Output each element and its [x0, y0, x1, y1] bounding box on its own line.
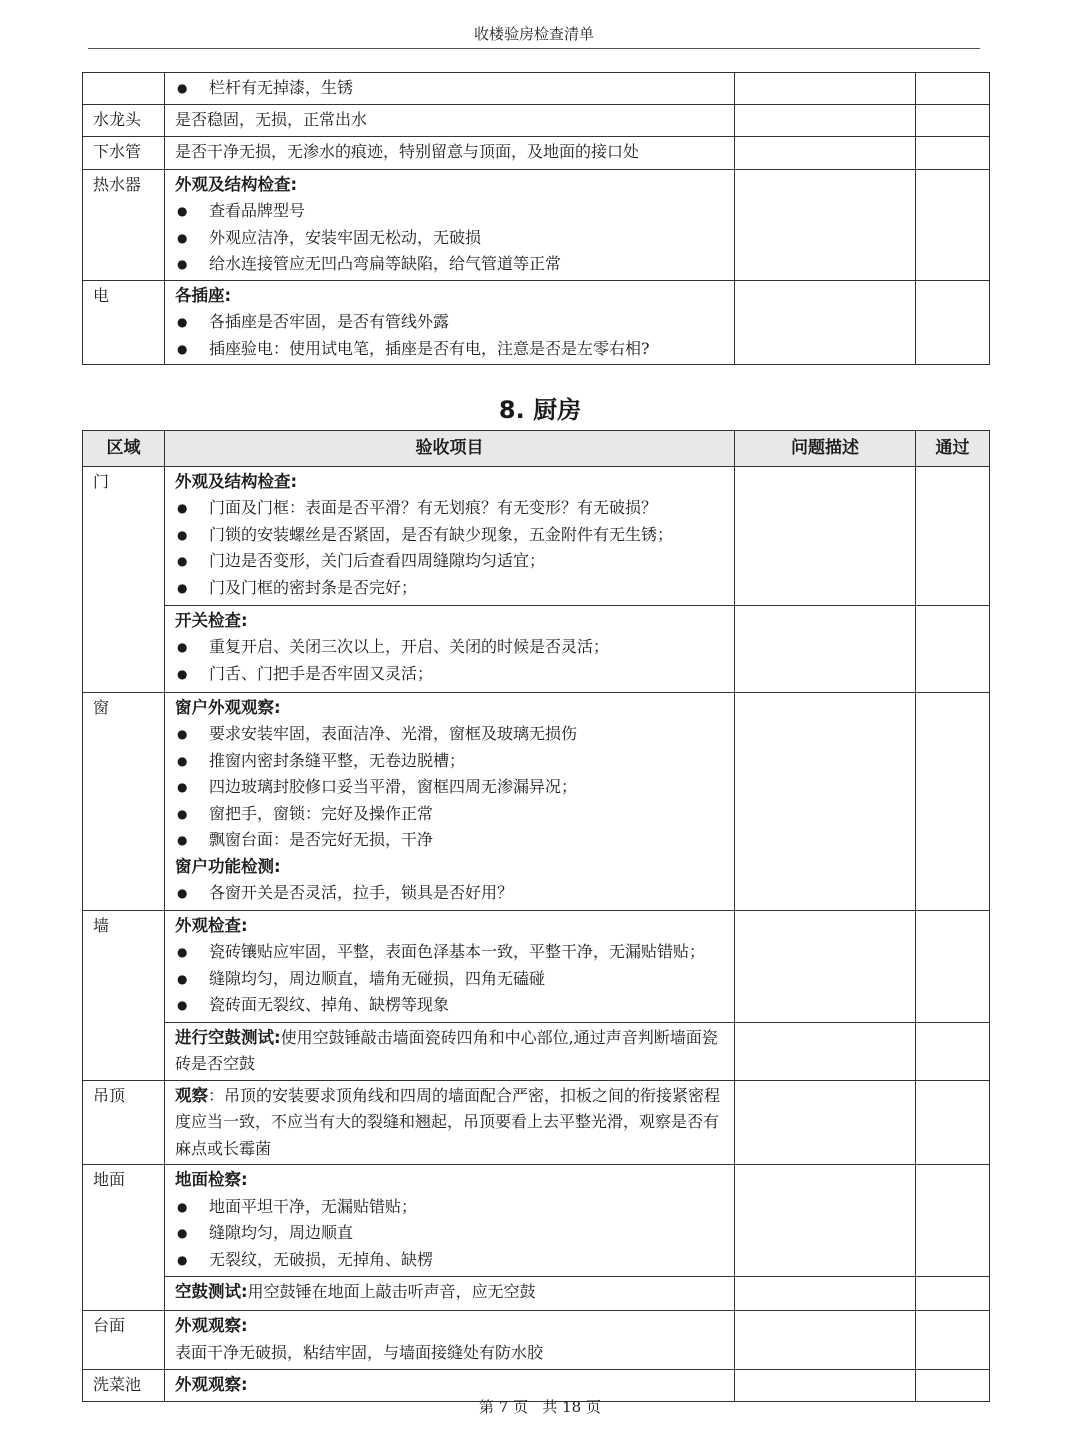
item-cell [165, 1080, 735, 1165]
list-item: ● 门舌、门把手是否牢固又灵活； [175, 661, 726, 688]
list-item: ● 地面平坦干净，无漏贴错贴； [175, 1194, 726, 1221]
description-cell[interactable] [735, 169, 916, 280]
table-row [83, 73, 990, 105]
description-cell[interactable] [735, 104, 916, 136]
list-item: ● 飘窗台面：是否完好无损，干净 [175, 827, 726, 854]
list-item: ● 给水连接管应无凹凸弯扁等缺陷，给气管道等正常 [175, 251, 726, 278]
item-cell [165, 1165, 735, 1277]
table-row [83, 1022, 990, 1080]
pass-cell[interactable] [916, 910, 990, 1022]
table-row [83, 104, 990, 136]
table-row [83, 910, 990, 1022]
description-cell[interactable] [735, 1080, 916, 1165]
pass-cell[interactable] [916, 73, 990, 105]
list-item: ● 推窗内密封条缝平整，无卷边脱槽； [175, 748, 726, 775]
item-cell [165, 280, 735, 365]
list-item: ● 缝隙均匀，周边顺直，墙角无碰损，四角无磕碰 [175, 966, 726, 993]
item-text: 使用空鼓锤敲击墙面瓷砖四角和中心部位,通过声音判断墙面瓷砖是否空鼓 [175, 1027, 718, 1073]
pass-cell[interactable] [916, 280, 990, 365]
item-heading: 观察 [175, 1085, 208, 1105]
pass-cell[interactable] [916, 104, 990, 136]
item-cell: 是否稳固，无损，正常出水 [165, 104, 735, 136]
area-cell [83, 73, 165, 105]
table-row [83, 1277, 990, 1311]
item-cell [165, 1277, 735, 1311]
list-item: ● 无裂纹，无破损，无掉角、缺楞 [175, 1247, 726, 1274]
area-cell: 地面 [83, 1165, 165, 1311]
description-cell[interactable] [735, 466, 916, 605]
item-heading: 窗户功能检测: [175, 856, 281, 876]
item-heading: 外观及结构检查: [175, 174, 298, 194]
list-item: ● 插座验电：使用试电笔，插座是否有电，注意是否是左零右相? [175, 336, 726, 363]
description-cell[interactable] [735, 136, 916, 169]
column-header-pass: 通过 [916, 431, 990, 467]
item-heading: 各插座: [175, 285, 232, 305]
list-item: ● 各插座是否牢固，是否有管线外露 [175, 309, 726, 336]
item-cell [165, 73, 735, 105]
table-row [83, 1311, 990, 1370]
area-cell: 吊顶 [83, 1080, 165, 1165]
area-cell: 热水器 [83, 169, 165, 280]
table-row [83, 692, 990, 910]
item-heading: 外观观察: [175, 1316, 248, 1335]
pass-cell[interactable] [916, 169, 990, 280]
list-item: ● 门及门框的密封条是否完好； [175, 575, 726, 602]
table-row [83, 466, 990, 605]
item-heading: 空鼓测试: [175, 1282, 248, 1301]
column-header-description: 问题描述 [735, 431, 916, 467]
pass-cell[interactable] [916, 1022, 990, 1080]
list-item: ● 外观应洁净，安装牢固无松动，无破损 [175, 225, 726, 252]
column-header-item: 验收项目 [165, 431, 735, 467]
pass-cell[interactable] [916, 605, 990, 692]
item-heading: 地面检察: [175, 1170, 248, 1189]
list-item: ● 门边是否变形，关门后查看四周缝隙均匀适宜； [175, 548, 726, 575]
pass-cell[interactable] [916, 1165, 990, 1277]
item-heading: 开关检查: [175, 610, 248, 630]
item-heading: 外观检查: [175, 915, 248, 935]
description-cell[interactable] [735, 1311, 916, 1370]
area-cell: 电 [83, 280, 165, 365]
item-cell [165, 910, 735, 1022]
description-cell[interactable] [735, 73, 916, 105]
table-row [83, 1165, 990, 1277]
pass-cell[interactable] [916, 692, 990, 910]
item-cell [165, 1311, 735, 1370]
document-title: 收楼验房检查清单 [473, 25, 594, 43]
description-cell[interactable] [735, 605, 916, 692]
area-cell: 水龙头 [83, 104, 165, 136]
area-cell: 下水管 [83, 136, 165, 169]
description-cell[interactable] [735, 1022, 916, 1080]
pass-cell[interactable] [916, 136, 990, 169]
list-item: ● 门面及门框：表面是否平滑？有无划痕？有无变形？有无破损？ [175, 495, 726, 522]
table-row [83, 136, 990, 169]
table-header-row [83, 431, 990, 467]
area-cell: 墙 [83, 910, 165, 1080]
item-cell [165, 1022, 735, 1080]
table-row [83, 169, 990, 280]
list-item: ● 查看品牌型号 [175, 198, 726, 225]
description-cell[interactable] [735, 910, 916, 1022]
table-row [83, 605, 990, 692]
list-item: ● 瓷砖镶贴应牢固，平整，表面色泽基本一致，平整干净，无漏贴错贴； [175, 939, 726, 966]
description-cell[interactable] [735, 1165, 916, 1277]
item-cell [165, 692, 735, 910]
item-heading: 窗户外观观察: [175, 697, 281, 717]
list-item: ● 要求安装牢固，表面洁净、光滑，窗框及玻璃无损伤 [175, 721, 726, 748]
item-text: ：吊顶的安装要求顶角线和四周的墙面配合严密，扣板之间的衔接紧密程度应当一致，不应当有大的裂缝和翘起，吊顶要看上去平整光滑，观察是否有麻点或长霉菌 [175, 1085, 721, 1158]
list-item: ● 四边玻璃封胶修口妥当平滑，窗框四周无渗漏异况； [175, 774, 726, 801]
pass-cell[interactable] [916, 1277, 990, 1311]
table-row [83, 1080, 990, 1165]
page-footer [0, 1396, 1080, 1417]
item-heading: 外观观察: [175, 1375, 248, 1394]
item-text: 表面干净无破损，粘结牢固，与墙面接缝处有防水胶 [175, 1342, 544, 1362]
area-cell: 洗菜池 [83, 1370, 165, 1402]
top-table [82, 72, 990, 365]
page-number: 第 7 页 共 18 页 [478, 1398, 601, 1416]
list-item: ● 各窗开关是否灵活，拉手，锁具是否好用？ [175, 880, 726, 907]
item-heading: 进行空鼓测试: [175, 1027, 281, 1047]
item-heading: 外观及结构检查: [175, 471, 298, 491]
page-header [88, 22, 980, 49]
description-cell[interactable] [735, 280, 916, 365]
pass-cell[interactable] [916, 466, 990, 605]
section-title: 8. 厨房 [498, 396, 582, 424]
list-item: ● 重复开启、关闭三次以上，开启、关闭的时候是否灵活； [175, 634, 726, 661]
list-item: ● 瓷砖面无裂纹、掉角、缺楞等现象 [175, 992, 726, 1019]
list-item: ● 缝隙均匀，周边顺直 [175, 1220, 726, 1247]
area-cell: 门 [83, 466, 165, 692]
pass-cell[interactable] [916, 1080, 990, 1165]
kitchen-table [82, 430, 990, 1402]
area-cell: 台面 [83, 1311, 165, 1370]
table-row [83, 280, 990, 365]
list-item: ● 栏杆有无掉漆，生锈 [175, 75, 726, 102]
description-cell[interactable] [735, 692, 916, 910]
list-item: ● 窗把手，窗锁：完好及操作正常 [175, 801, 726, 828]
item-cell [165, 605, 735, 692]
item-cell [165, 466, 735, 605]
pass-cell[interactable] [916, 1311, 990, 1370]
item-text: 用空鼓锤在地面上敲击听声音，应无空鼓 [247, 1282, 536, 1301]
description-cell[interactable] [735, 1277, 916, 1311]
area-cell: 窗 [83, 692, 165, 910]
item-cell: 是否干净无损，无渗水的痕迹，特别留意与顶面，及地面的接口处 [165, 136, 735, 169]
list-item: ● 门锁的安装螺丝是否紧固，是否有缺少现象，五金附件有无生锈； [175, 522, 726, 549]
column-header-area: 区域 [83, 431, 165, 467]
item-cell [165, 169, 735, 280]
